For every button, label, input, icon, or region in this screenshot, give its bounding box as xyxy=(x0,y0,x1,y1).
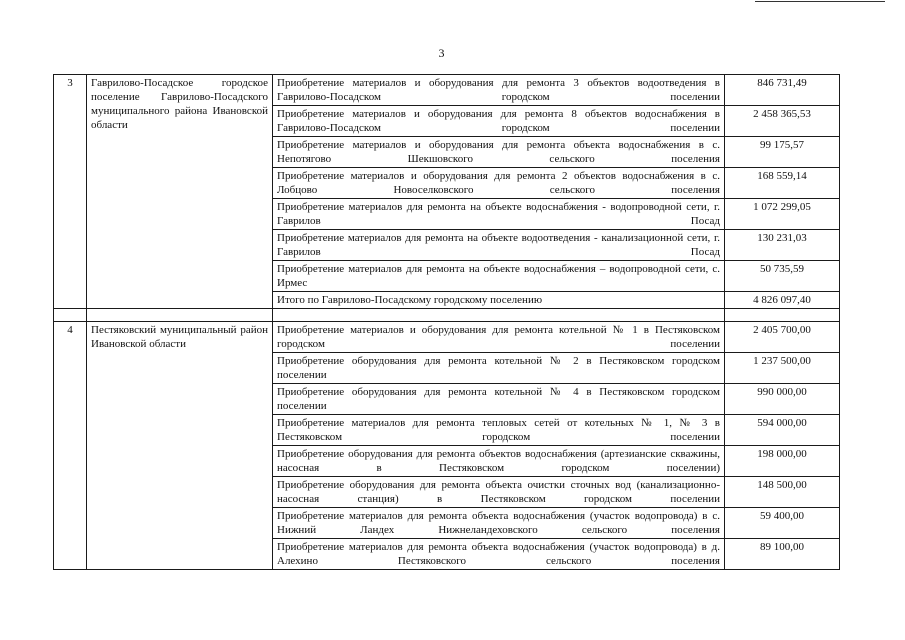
spacer-cell xyxy=(54,309,87,322)
item-description: Приобретение материалов и оборудования для ремонта 2 объектов водоснабжения в с. Лобцово Новоселковского сельского поселения xyxy=(273,168,725,199)
item-description: Итого по Гаврилово-Посадскому городскому поселению xyxy=(273,292,725,309)
item-amount: 4 826 097,40 xyxy=(725,292,840,309)
item-amount: 1 072 299,05 xyxy=(725,199,840,230)
top-rule xyxy=(755,1,885,2)
item-amount: 50 735,59 xyxy=(725,261,840,292)
item-description: Приобретение материалов для ремонта объекта водоснабжения (участок водопровода) в с. Нижний Ландех Нижнеландеховского сельского поселения xyxy=(273,508,725,539)
item-amount: 59 400,00 xyxy=(725,508,840,539)
item-amount: 148 500,00 xyxy=(725,477,840,508)
item-amount: 990 000,00 xyxy=(725,384,840,415)
item-amount: 130 231,03 xyxy=(725,230,840,261)
item-description: Приобретение материалов для ремонта на объекте водоснабжения – водопроводной сети, с. Ирмес xyxy=(273,261,725,292)
table-row xyxy=(54,75,840,106)
item-description: Приобретение оборудования для ремонта объекта очистки сточных вод (канализационно-насосная станция) в Пестяковском городском поселении xyxy=(273,477,725,508)
item-amount: 1 237 500,00 xyxy=(725,353,840,384)
spacer-cell xyxy=(273,309,725,322)
item-description: Приобретение оборудования для ремонта котельной № 2 в Пестяковском городском поселении xyxy=(273,353,725,384)
row-number: 3 xyxy=(54,75,87,309)
item-amount: 168 559,14 xyxy=(725,168,840,199)
item-description: Приобретение материалов и оборудования для ремонта объекта водоснабжения в с. Непотягово Шекшовского сельского поселения xyxy=(273,137,725,168)
municipality-name: Пестяковский муниципальный район Ивановской области xyxy=(87,322,273,570)
item-amount: 2 405 700,00 xyxy=(725,322,840,353)
item-amount: 198 000,00 xyxy=(725,446,840,477)
table-row xyxy=(54,322,840,353)
item-description: Приобретение материалов для ремонта на объекте водоотведения - канализационной сети, г. Гаврилов Посад xyxy=(273,230,725,261)
item-description: Приобретение оборудования для ремонта котельной № 4 в Пестяковском городском поселении xyxy=(273,384,725,415)
item-description: Приобретение материалов для ремонта на объекте водоснабжения - водопроводной сети, г. Гаврилов Посад xyxy=(273,199,725,230)
item-amount: 846 731,49 xyxy=(725,75,840,106)
item-amount: 594 000,00 xyxy=(725,415,840,446)
row-number: 4 xyxy=(54,322,87,570)
municipality-name: Гаврилово-Посадское городское поселение Гаврилово-Посадского муниципального района Ивановской области xyxy=(87,75,273,309)
spacer-cell xyxy=(725,309,840,322)
table-body xyxy=(54,75,840,570)
item-description: Приобретение материалов и оборудования для ремонта 3 объектов водоотведения в Гаврилово-Посадском городском поселении xyxy=(273,75,725,106)
item-description: Приобретение материалов для ремонта объекта водоснабжения (участок водопровода) в д. Алехино Пестяковского сельского поселения xyxy=(273,539,725,570)
item-amount: 89 100,00 xyxy=(725,539,840,570)
item-description: Приобретение материалов и оборудования для ремонта котельной № 1 в Пестяковском городском поселении xyxy=(273,322,725,353)
page-number: 3 xyxy=(438,46,445,60)
item-amount: 99 175,57 xyxy=(725,137,840,168)
spacer-cell xyxy=(87,309,273,322)
group-spacer-row xyxy=(54,309,840,322)
item-amount: 2 458 365,53 xyxy=(725,106,840,137)
item-description: Приобретение оборудования для ремонта объектов водоснабжения (артезианские скважины, насосная в Пестяковском городском поселении) xyxy=(273,446,725,477)
item-description: Приобретение материалов и оборудования для ремонта 8 объектов водоснабжения в Гаврилово-Посадском городском поселении xyxy=(273,106,725,137)
funding-table xyxy=(53,74,840,570)
item-description: Приобретение материалов для ремонта тепловых сетей от котельных № 1, № 3 в Пестяковском городском поселении xyxy=(273,415,725,446)
